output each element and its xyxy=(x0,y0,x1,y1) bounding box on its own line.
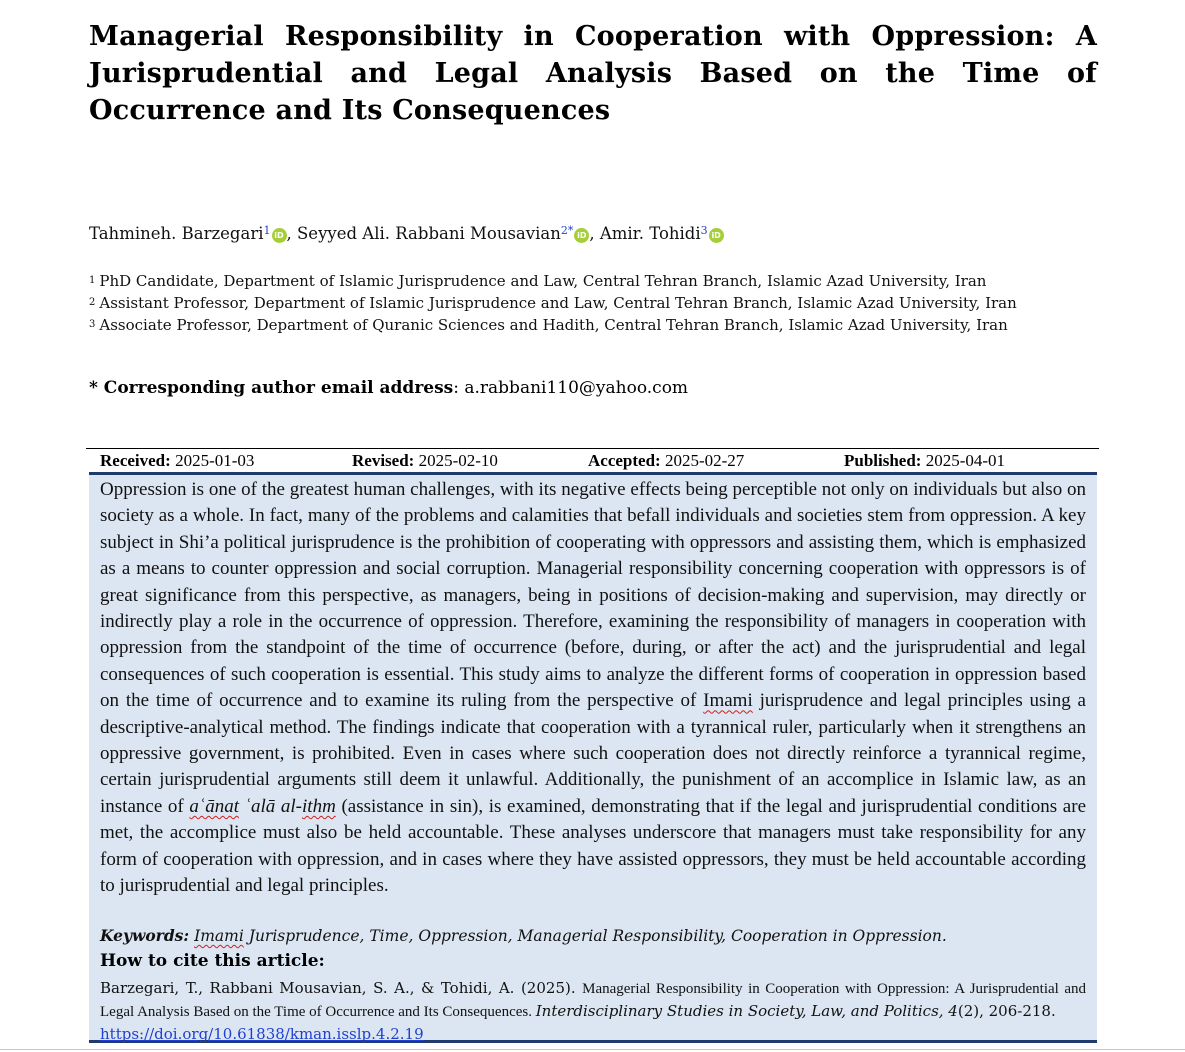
keywords-label: Keywords: xyxy=(100,926,190,945)
orcid-icon[interactable]: iD xyxy=(574,228,589,243)
divider xyxy=(86,448,1099,449)
affiliation-text: PhD Candidate, Department of Islamic Jurisprudence and Law, Central Tehran Branch, Islamic Azad University, Iran xyxy=(99,272,987,290)
orcid-icon[interactable]: iD xyxy=(272,228,287,243)
affiliation-number: 2 xyxy=(89,297,96,308)
published-date xyxy=(844,451,1005,471)
received-label: Received: xyxy=(100,451,171,470)
abstract-segment: (assistance in sin), is examined, demonstrating that if the legal and jurisprudential conditions are met, the accomplice must also be held accountable. These analyses underscore that managers must take responsibility for any form of cooperation with oppression, and in cases where they have assisted oppressors, they must be held accountable according to jurisprudential and legal principles. xyxy=(100,795,1087,897)
dates-row xyxy=(100,450,1090,472)
abstract-text xyxy=(100,477,1086,900)
abstract-term: Imami xyxy=(703,690,753,712)
orcid-icon[interactable]: iD xyxy=(709,228,724,243)
citation-authors: Barzegari, T., Rabbani Mousavian, S. A., & Tohidi, A. (2025). xyxy=(100,979,583,997)
accepted-label: Accepted: xyxy=(588,451,661,470)
affiliation-text: Assistant Professor, Department of Islamic Jurisprudence and Law, Central Tehran Branch, Islamic Azad University, Iran xyxy=(99,294,1017,312)
published-label: Published: xyxy=(844,451,922,470)
how-to-cite-heading: How to cite this article: xyxy=(100,951,325,971)
corresponding-author: * Corresponding author email address: a.rabbani110@yahoo.com xyxy=(89,378,689,398)
affiliation-item xyxy=(89,270,1017,292)
citation xyxy=(100,977,1086,1045)
paper-title: Managerial Responsibility in Cooperation with Oppression: A Jurisprudential and Legal Analysis Based on the Time of Occurrence and Its Consequences xyxy=(89,21,1097,126)
abstract-segment: jurisprudence and legal principles using a descriptive-analytical method. The findings indicate that cooperation with a tyrannical ruler, particularly when it strengthens an oppressive government, is prohibited. Even in cases where such cooperation does not directly reinforce a tyrannical regime, certain jurisprudential arguments still deem it unlawful. Additionally, the punishment of an accomplice in Islamic law, as an instance of xyxy=(100,690,1086,817)
revised-label: Revised: xyxy=(352,451,415,470)
author-list: Tahmineh. Barzegari$^1$ iD , Seyyed Ali. Rabbani Mousavian$^{2*}$ iD , Amir. Tohidi$^3$ iD xyxy=(89,224,724,243)
doi-link[interactable]: https://doi.org/10.61838/kman.isslp.4.2.19 xyxy=(100,1025,424,1043)
revised-date xyxy=(352,451,498,471)
citation-issue: (2), 206-218. xyxy=(957,1002,1056,1020)
received-value: 2025-01-03 xyxy=(175,451,255,470)
affiliation-number: 1 xyxy=(89,275,96,286)
received-date xyxy=(100,451,254,471)
affiliation-item xyxy=(89,292,1017,314)
author-name: Amir. Tohidi xyxy=(599,224,701,243)
corresponding-label: * Corresponding author email address xyxy=(89,378,454,398)
author-affil-marker: 1 xyxy=(263,224,271,237)
accepted-value: 2025-02-27 xyxy=(664,451,745,470)
affiliation-list xyxy=(89,270,1017,336)
citation-journal: Interdisciplinary Studies in Society, Law, and Politics, 4 xyxy=(535,1002,958,1020)
affiliation-number: 3 xyxy=(89,319,96,330)
keywords xyxy=(100,926,1086,945)
accepted-date xyxy=(588,451,744,471)
page-edge xyxy=(0,1049,1185,1050)
corresponding-email[interactable]: a.rabbani110@yahoo.com xyxy=(464,378,689,398)
abstract-term: al- xyxy=(280,795,303,817)
citation-title: Managerial Responsibility in Cooperation with Oppression: A Jurisprudential and Legal Analysis Based on the Time of Occurrence and Its Consequences. xyxy=(100,981,1086,1020)
abstract-term: ʿalā xyxy=(244,795,276,817)
abstract-term: ithm xyxy=(302,795,336,817)
author-affil-marker: 2* xyxy=(560,224,574,237)
published-value: 2025-04-01 xyxy=(925,451,1006,470)
author-name: Seyyed Ali. Rabbani Mousavian xyxy=(297,224,561,243)
author-name: Tahmineh. Barzegari xyxy=(89,224,264,243)
abstract-segment: Oppression is one of the greatest human challenges, with its negative effects being perceptible not only on individuals but also on society as a whole. In fact, many of the problems and calamities that befall individuals and societies stem from oppression. A key subject in Shi’a political jurisprudence is the prohibition of cooperating with oppressors and assisting them, which is emphasized as a means to counter oppression and social corruption. Managerial responsibility concerning cooperation with oppressors is of great significance from this perspective, as managers, being in positions of decision-making and supervision, may directly or indirectly play a role in the occurrence of oppression. Therefore, examining the responsibility of managers in cooperation with oppression from the standpoint of the time of occurrence (before, during, or after the act) and the jurisprudential and legal consequences of such cooperation is essential. This study aims to analyze the different forms of cooperation in oppression based on the time of occurrence and to examine its ruling from the perspective of xyxy=(100,479,1086,712)
affiliation-text: Associate Professor, Department of Quranic Sciences and Hadith, Central Tehran Branch, Islamic Azad University, Iran xyxy=(99,316,1008,334)
revised-value: 2025-02-10 xyxy=(418,451,498,470)
keyword-term: Imami xyxy=(194,927,244,945)
abstract-term: aʿānat xyxy=(189,795,239,817)
affiliation-item xyxy=(89,314,1017,336)
author-affil-marker: 3 xyxy=(700,224,708,237)
keywords-list: Jurisprudence, Time, Oppression, Managerial Responsibility, Cooperation in Oppression. xyxy=(243,927,947,945)
